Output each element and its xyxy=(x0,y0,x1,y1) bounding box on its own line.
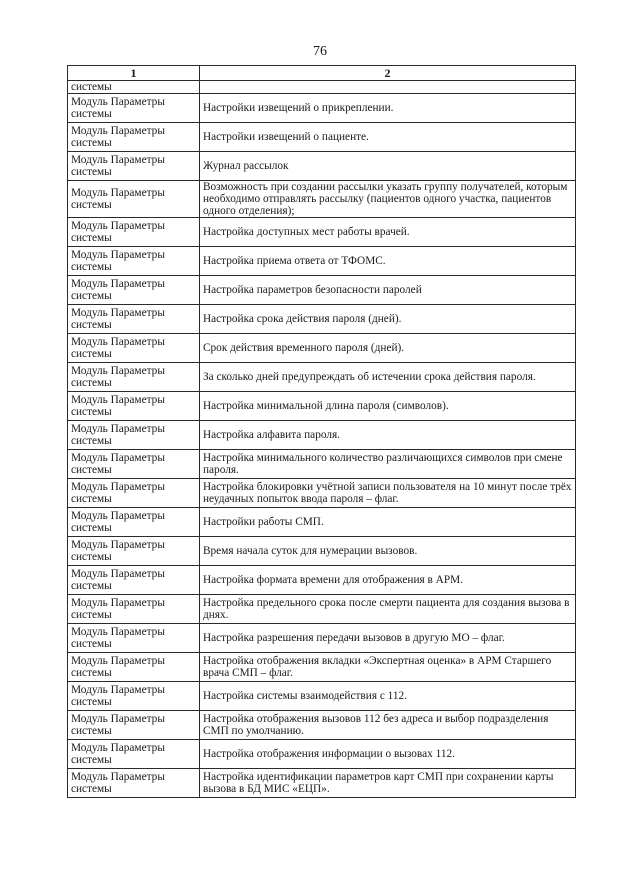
module-cell: Модуль Параметры системы xyxy=(68,624,200,653)
page-number: 76 xyxy=(313,44,327,59)
setting-cell: Настройка доступных мест работы врачей. xyxy=(200,218,576,247)
table-row xyxy=(68,450,576,479)
table-row xyxy=(68,181,576,218)
table-row xyxy=(68,595,576,624)
table-row xyxy=(68,479,576,508)
module-cell: Модуль Параметры системы xyxy=(68,334,200,363)
table-row xyxy=(68,123,576,152)
table-row xyxy=(68,740,576,769)
table-row xyxy=(68,769,576,798)
module-cell: Модуль Параметры системы xyxy=(68,363,200,392)
column-header-2: 2 xyxy=(200,66,576,81)
module-cell: Модуль Параметры системы xyxy=(68,508,200,537)
table-row xyxy=(68,653,576,682)
table-row xyxy=(68,508,576,537)
setting-cell: Настройки извещений о пациенте. xyxy=(200,123,576,152)
module-cell: Модуль Параметры системы xyxy=(68,247,200,276)
module-cell: Модуль Параметры системы xyxy=(68,181,200,218)
setting-cell: Возможность при создании рассылки указать группу получателей, которым необходимо отправлять рассылку (пациентов одного участка, пациентов одного отделения); xyxy=(200,181,576,218)
setting-cell: Настройка минимального количество различающихся символов при смене пароля. xyxy=(200,450,576,479)
setting-cell: Настройка идентификации параметров карт СМП при сохранении карты вызова в БД МИС «ЕЦП». xyxy=(200,769,576,798)
setting-cell: Настройка формата времени для отображения в АРМ. xyxy=(200,566,576,595)
setting-cell: Настройка предельного срока после смерти пациента для создания вызова в днях. xyxy=(200,595,576,624)
module-cell: Модуль Параметры системы xyxy=(68,769,200,798)
setting-cell: Настройки извещений о прикреплении. xyxy=(200,94,576,123)
table-row xyxy=(68,363,576,392)
module-cell: Модуль Параметры системы xyxy=(68,595,200,624)
table-row xyxy=(68,218,576,247)
setting-cell: Настройка отображения информации о вызовах 112. xyxy=(200,740,576,769)
table-row xyxy=(68,421,576,450)
module-cell: Модуль Параметры системы xyxy=(68,123,200,152)
module-cell: Модуль Параметры системы xyxy=(68,450,200,479)
setting-cell: Настройка приема ответа от ТФОМС. xyxy=(200,247,576,276)
setting-cell: Настройка алфавита пароля. xyxy=(200,421,576,450)
module-cell: Модуль Параметры системы xyxy=(68,392,200,421)
table-row xyxy=(68,566,576,595)
continuation-row xyxy=(68,81,576,94)
module-cell: Модуль Параметры системы xyxy=(68,566,200,595)
continuation-cell: системы xyxy=(68,81,200,94)
setting-cell: Настройка системы взаимодействия с 112. xyxy=(200,682,576,711)
module-cell: Модуль Параметры системы xyxy=(68,537,200,566)
setting-cell: Срок действия временного пароля (дней). xyxy=(200,334,576,363)
continuation-empty-cell xyxy=(200,81,576,94)
settings-table xyxy=(67,65,576,798)
module-cell: Модуль Параметры системы xyxy=(68,276,200,305)
table-row xyxy=(68,537,576,566)
module-cell: Модуль Параметры системы xyxy=(68,421,200,450)
module-cell: Модуль Параметры системы xyxy=(68,653,200,682)
setting-cell: Настройка параметров безопасности паролей xyxy=(200,276,576,305)
module-cell: Модуль Параметры системы xyxy=(68,740,200,769)
module-cell: Модуль Параметры системы xyxy=(68,218,200,247)
table-row xyxy=(68,624,576,653)
setting-cell: Время начала суток для нумерации вызовов. xyxy=(200,537,576,566)
setting-cell: Журнал рассылок xyxy=(200,152,576,181)
setting-cell: За сколько дней предупреждать об истечении срока действия пароля. xyxy=(200,363,576,392)
setting-cell: Настройка разрешения передачи вызовов в другую МО – флаг. xyxy=(200,624,576,653)
module-cell: Модуль Параметры системы xyxy=(68,152,200,181)
table-row xyxy=(68,247,576,276)
table-row xyxy=(68,334,576,363)
table-row xyxy=(68,276,576,305)
setting-cell: Настройка срока действия пароля (дней). xyxy=(200,305,576,334)
module-cell: Модуль Параметры системы xyxy=(68,479,200,508)
table-body xyxy=(68,81,576,798)
column-header-1: 1 xyxy=(68,66,200,81)
table-row xyxy=(68,711,576,740)
setting-cell: Настройка отображения вкладки «Экспертная оценка» в АРМ Старшего врача СМП – флаг. xyxy=(200,653,576,682)
module-cell: Модуль Параметры системы xyxy=(68,682,200,711)
setting-cell: Настройки работы СМП. xyxy=(200,508,576,537)
setting-cell: Настройка блокировки учётной записи пользователя на 10 минут после трёх неудачных попыток ввода пароля – флаг. xyxy=(200,479,576,508)
table-row xyxy=(68,305,576,334)
table-row xyxy=(68,682,576,711)
module-cell: Модуль Параметры системы xyxy=(68,305,200,334)
table-header-row xyxy=(68,66,576,81)
module-cell: Модуль Параметры системы xyxy=(68,94,200,123)
table-row xyxy=(68,392,576,421)
table-row xyxy=(68,152,576,181)
module-cell: Модуль Параметры системы xyxy=(68,711,200,740)
setting-cell: Настройка отображения вызовов 112 без адреса и выбор подразделения СМП по умолчанию. xyxy=(200,711,576,740)
setting-cell: Настройка минимальной длина пароля (символов). xyxy=(200,392,576,421)
table-row xyxy=(68,94,576,123)
